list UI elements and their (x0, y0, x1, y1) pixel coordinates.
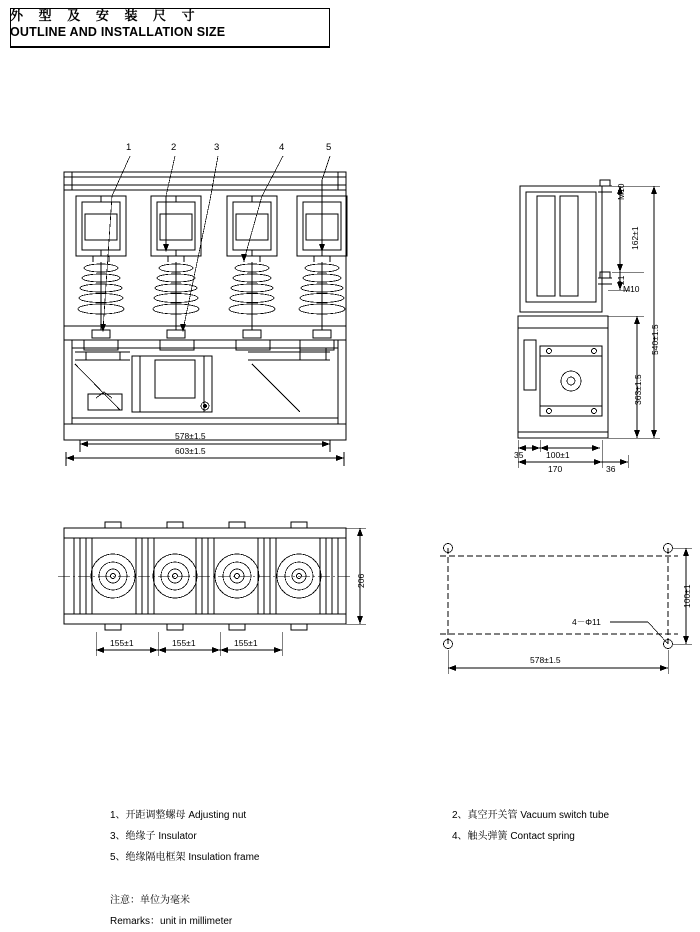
dim-top-155-c: 155±1 (234, 638, 258, 648)
dim-mount-100: 100±1 (682, 584, 692, 608)
dim-side-540: 540±1.5 (650, 324, 660, 355)
callout-1: 1 (126, 142, 132, 153)
dim-top-155-a: 155±1 (110, 638, 134, 648)
dim-side-162: 162±1 (630, 226, 640, 250)
dim-side-363: 363±1.5 (633, 374, 643, 405)
legend-column-right (452, 805, 700, 847)
callout-5: 5 (326, 142, 332, 153)
dim-side-m10-mid: M10 (623, 284, 640, 294)
legend-item-3: 3、绝缘子 Insulator (110, 831, 197, 842)
dim-mount-578: 578±1.5 (530, 655, 561, 665)
dim-mount-holes: 4－Φ11 (572, 617, 601, 627)
title-chinese: 外 型 及 安 装 尺 寸 (10, 8, 201, 23)
dim-side-170: 170 (548, 464, 563, 474)
title-english: OUTLINE AND INSTALLATION SIZE (10, 25, 226, 39)
callout-3: 3 (214, 142, 220, 153)
legend-item-1: 1、开距调整螺母 Adjusting nut (110, 810, 247, 821)
callout-4: 4 (279, 142, 285, 153)
dim-side-21: 21 (616, 275, 626, 285)
dim-top-206: 206 (356, 573, 366, 588)
dim-front-width-outer: 603±1.5 (175, 446, 206, 456)
dim-side-35: 35 (514, 450, 524, 460)
dim-side-100: 100±1 (546, 450, 570, 460)
legend-item-2: 2、真空开关管 Vacuum switch tube (452, 810, 610, 821)
dim-front-width-inner: 578±1.5 (175, 431, 206, 441)
legend-item-4: 4、触头弹簧 Contact spring (452, 831, 575, 842)
dim-side-36: 36 (606, 464, 616, 474)
remark-chinese: 注意：单位为毫米 (110, 895, 190, 906)
dim-top-155-b: 155±1 (172, 638, 196, 648)
legend-item-5: 5、绝缘隔电框架 Insulation frame (110, 852, 260, 863)
dim-side-m10-top: M10 (616, 183, 626, 200)
legend-column-left (110, 805, 410, 868)
legend-remarks (110, 890, 232, 932)
callout-2: 2 (171, 142, 177, 153)
remark-english: Remarks：unit in millimeter (110, 916, 233, 927)
